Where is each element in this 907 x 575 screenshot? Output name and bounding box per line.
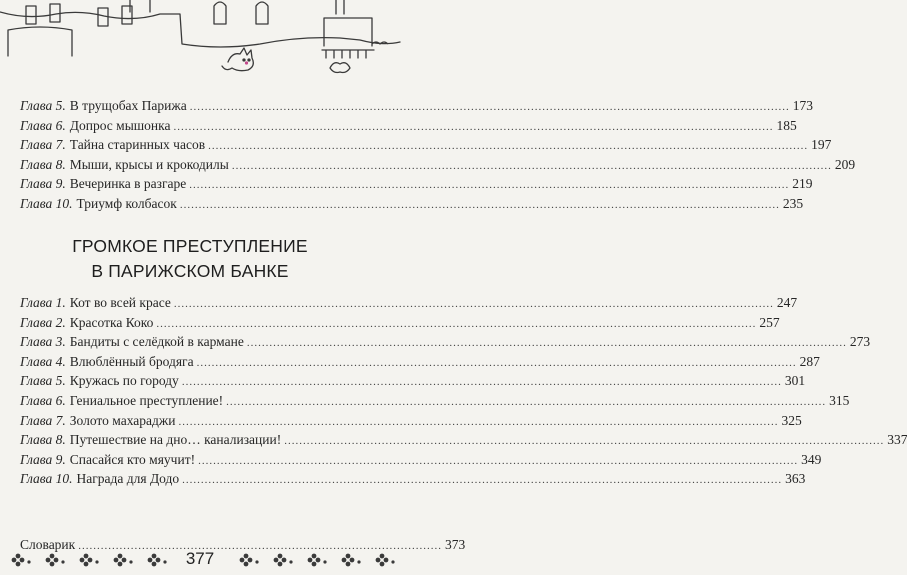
rail: [322, 50, 374, 58]
chapter-title: Влюблённый бродяга: [69, 353, 194, 369]
toc-entry: [20, 469, 806, 489]
chapter-page: 315: [829, 392, 850, 408]
chapter-label: Глава 3.: [20, 334, 66, 350]
toc-list-part2: [20, 293, 907, 489]
chapter-title: Красотка Коко: [69, 314, 154, 330]
toc-entry: [20, 96, 813, 116]
chapter-page: 349: [801, 451, 822, 467]
chapter-label: Глава 10.: [20, 195, 73, 211]
toc-entry: [20, 450, 822, 470]
leader-dots: ................................................................................................................................................................: [231, 159, 832, 172]
chapter-title: Тайна старинных часов: [69, 137, 206, 153]
chapter-label: Глава 6.: [20, 392, 66, 408]
chapter-label: Глава 9.: [20, 451, 66, 467]
header-illustration: [0, 0, 400, 84]
chapter-label: Глава 6.: [20, 117, 66, 133]
toc-entry: [20, 135, 832, 155]
chapter-title: Путешествие на дно… канализации!: [69, 432, 282, 448]
chapter-label: Глава 2.: [20, 314, 66, 330]
leader-dots: ................................................................................................................................................................: [196, 356, 797, 369]
leader-dots: ................................................................................................................................................................: [173, 298, 774, 310]
chapter-page: 219: [792, 176, 813, 192]
toc-entry: [20, 194, 804, 214]
chapter-title: Кружась по городу: [69, 373, 179, 389]
chapter-page: 337: [887, 432, 907, 448]
chapter-title: В трущобах Парижа: [69, 98, 187, 113]
chapter-page: 363: [785, 471, 806, 487]
chapter-title: Кот во всей красе: [69, 295, 171, 310]
chapter-label: Глава 7.: [20, 137, 66, 153]
page-number: 377: [185, 549, 215, 568]
chimney: [336, 0, 344, 14]
leader-dots: ................................................................................................................................................................: [178, 415, 779, 428]
chapter-title: Бандиты с селёдкой в кармане: [69, 334, 244, 350]
cat-nose: [245, 61, 248, 64]
toc-entry: [20, 293, 798, 313]
leader-dots: ................................................................................................................................................................: [179, 198, 780, 211]
section-title-line2: В ПАРИЖСКОМ БАНКЕ: [91, 261, 289, 281]
glossary-title: Словарик: [20, 537, 76, 552]
chapter-page: 209: [834, 156, 856, 172]
chapter-page: 235: [782, 195, 804, 211]
chapter-page: 301: [784, 373, 806, 389]
chapter-page: 247: [776, 295, 798, 310]
chapter-title: Золото махараджи: [69, 412, 176, 428]
glossary-page: 373: [444, 537, 466, 552]
toc-entry: [20, 430, 907, 450]
chapter-page: 325: [781, 412, 802, 428]
chapter-title: Награда для Додо: [76, 471, 180, 487]
chapter-page: 273: [849, 334, 871, 350]
chapter-label: Глава 1.: [20, 295, 66, 310]
toc-entry: [20, 174, 813, 194]
chapter-title: Допрос мышонка: [69, 117, 171, 133]
chapter-label: Глава 8.: [20, 432, 66, 448]
chapter-label: Глава 9.: [20, 176, 66, 192]
chapter-title: Гениальное преступление!: [69, 392, 224, 408]
chapter-label: Глава 4.: [20, 353, 66, 369]
toc-entry: [20, 352, 820, 372]
toc-entry: [20, 116, 797, 136]
leader-dots: ................................................................................................................................................................: [208, 140, 809, 153]
section-title: [40, 234, 340, 284]
leader-dots: .................................................................................................: [78, 540, 442, 552]
leader-dots: ................................................................................................................................................................: [226, 395, 827, 408]
building-left: [8, 27, 72, 56]
chapter-label: Глава 8.: [20, 156, 66, 172]
chapter-title: Вечеринка в разгаре: [69, 176, 187, 192]
toc-entry: [20, 411, 802, 431]
chapter-title: Мыши, крысы и крокодилы: [69, 156, 229, 172]
chapter-title: Триумф колбасок: [76, 195, 177, 211]
leader-dots: ................................................................................................................................................................: [246, 337, 847, 350]
chapter-label: Глава 10.: [20, 471, 73, 487]
leader-dots: ................................................................................................................................................................: [189, 179, 790, 192]
arch-window: [214, 2, 226, 24]
chapter-label: Глава 5.: [20, 373, 66, 389]
toc-entry: [20, 332, 871, 352]
toc-list-part1: [20, 96, 856, 214]
toc-entry: [20, 391, 850, 411]
leader-dots: ................................................................................................................................................................: [173, 120, 774, 133]
window-1: [26, 6, 36, 24]
toc-entry: [20, 371, 806, 391]
chapter-title: Спасайся кто мяучит!: [69, 451, 196, 467]
chapter-page: 185: [776, 117, 797, 133]
chapter-label: Глава 5.: [20, 98, 66, 113]
leader-dots: ................................................................................................................................................................: [284, 435, 885, 448]
chapter-page: 257: [759, 314, 780, 330]
chapter-page: 173: [792, 98, 813, 113]
toc-entry: [20, 313, 780, 333]
chapter-page: 197: [811, 137, 832, 153]
arch-window-2: [256, 2, 268, 24]
leader-dots: ................................................................................................................................................................: [181, 376, 782, 389]
leader-dots: ................................................................................................................................................................: [156, 317, 757, 330]
section-title-line1: ГРОМКОЕ ПРЕСТУПЛЕНИЕ: [72, 236, 308, 256]
tower: [130, 0, 150, 12]
toc-entry: [20, 155, 856, 175]
leader-dots: ................................................................................................................................................................: [198, 454, 799, 467]
chapter-page: 287: [799, 353, 820, 369]
leader-dots: ................................................................................................................................................................: [189, 101, 790, 113]
leader-dots: ................................................................................................................................................................: [182, 474, 783, 487]
chapter-label: Глава 7.: [20, 412, 66, 428]
